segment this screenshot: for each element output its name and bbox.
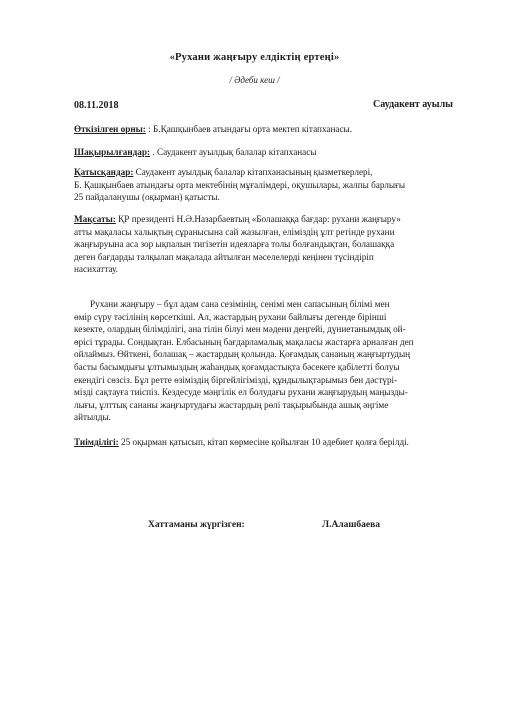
participants-line: Б. Қашқынбаев атындағы орта мектебінің мұғалімдері, оқушылары, жалпы барлығы xyxy=(74,179,406,190)
efficiency-row xyxy=(74,437,409,447)
venue-value: : Б.Қашқынбаев атындағы орта мектеп кітапханасы. xyxy=(145,124,353,134)
document-subtitle: / Әдеби кеш / xyxy=(229,75,280,85)
participants-line: Саудакент ауылдық балалар кітапханасының қызметкерлері, xyxy=(133,167,373,177)
purpose-line: насихаттау. xyxy=(74,264,119,275)
event-date: 08.11.2018 xyxy=(74,100,119,111)
body-paragraph xyxy=(74,298,446,424)
participants-label: Қатысқандар: xyxy=(74,167,134,177)
venue-label: Өткізілген орны: xyxy=(74,124,146,134)
invited-value: . Саудакент ауылдық балалар кітапханасы xyxy=(150,147,317,157)
body-line: мізді сақтауға тиіспіз. Кездесуде мәңгілік ел болудағы рухани жаңғырудың маңызды- xyxy=(74,387,408,398)
body-line: Рухани жаңғыру – бұл адам сана сезімінің, сенімі мен сапасының білімі мен xyxy=(90,299,390,309)
body-line: ойлаймыз. Өйткені, болашақ – жастардың қолында. Қоғамдық сананың жаңғыртудың xyxy=(74,349,411,360)
participants-line: 25 пайдаланушы (оқырман) қатысты. xyxy=(74,192,220,203)
body-line: өмір сүру тәсілінің көрсеткіші. Ал, жастардың рухани байлығы дегенде бірінші xyxy=(74,311,387,322)
purpose-paragraph xyxy=(74,213,446,276)
event-place: Саудакент ауылы xyxy=(373,99,453,110)
efficiency-label: Тиімділігі: xyxy=(74,437,119,447)
body-line: лығы, ұлттық сананы жаңғыртудағы жастардың рөлі тақырыбында ашық әңгіме xyxy=(74,399,389,410)
body-line: басты басымдығы ұлтымыздың жаһандық қоғамдастықта бәсекеге қабілетті болуы xyxy=(74,361,400,372)
purpose-label: Мақсаты: xyxy=(74,214,116,224)
invited-row xyxy=(74,147,317,157)
purpose-line: ҚР президенті Н.Ә.Назарбаевтың «Болашаққа бағдар: рухани жаңғыру» xyxy=(115,214,401,224)
body-line: екендігі сөзсіз. Бұл ретте өзіміздің біргейлігімізді, құндылықтарымыз бен дәстүрі- xyxy=(74,374,398,385)
purpose-line: жаңғыруына аса зор ықпалын тигізетін идеяларға толы болғандықтан, болашаққа xyxy=(74,239,395,250)
venue-row xyxy=(74,124,352,134)
efficiency-value: 25 оқырман қатысып, кітап көрмесіне қойылған 10 әдебиет қолға берілді. xyxy=(118,437,409,447)
participants-paragraph xyxy=(74,166,446,204)
signature-label: Хаттаманы жүргізген: xyxy=(148,520,245,530)
purpose-line: атты мақаласы халықтың сұранысына сай жазылған, еліміздің ұлт ретінде рухани xyxy=(74,226,395,237)
invited-label: Шақырылғандар: xyxy=(74,147,151,157)
body-line: кезекте, олардың білімділігі, ана тілін білуі мен мәдени деңгейі, дүниетанымдық ой- xyxy=(74,324,406,335)
document-title: «Рухани жаңғыру елдіктің ертеңі» xyxy=(169,52,340,63)
signature-name: Л.Алашбаева xyxy=(322,520,381,530)
body-line: өрісі тұрады. Сондықтан. Елбасының бағдарламалық мақаласы жастарға арналған деп xyxy=(74,336,414,347)
body-line: айтылды. xyxy=(74,412,111,423)
purpose-line: деген бағдарды талқылап мақалада айтылған мәселелерді кеңінен түсіндіріп xyxy=(74,251,374,262)
